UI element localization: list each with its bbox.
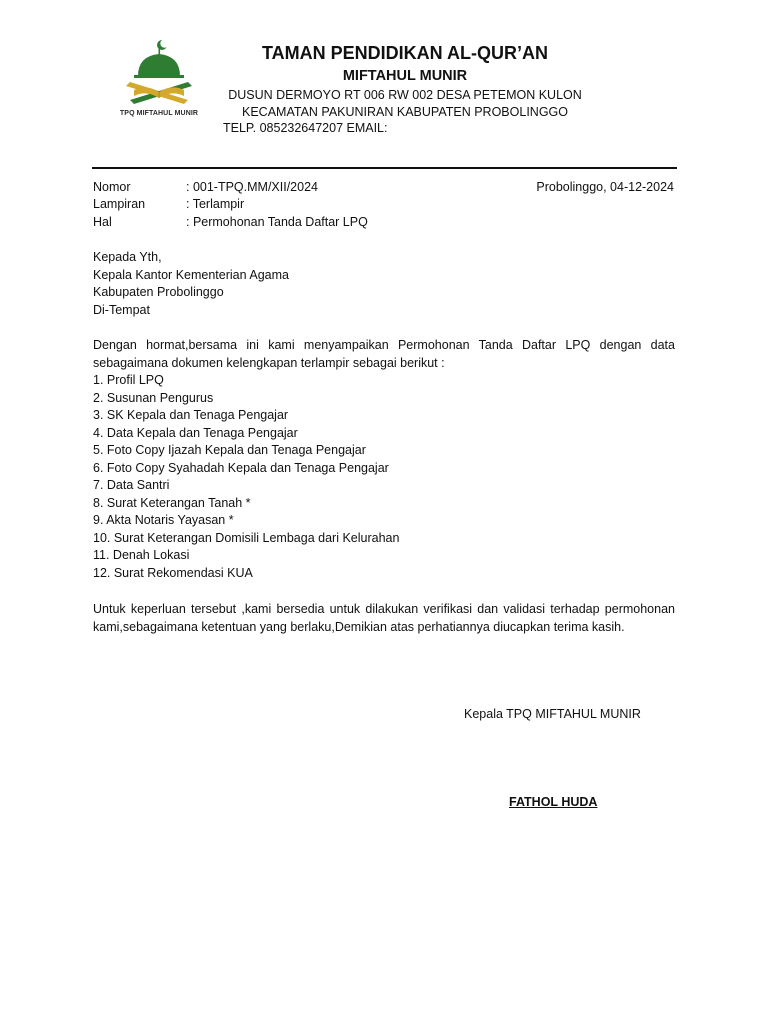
- lampiran-value: : Terlampir: [186, 197, 245, 211]
- lampiran-label: Lampiran: [93, 197, 146, 211]
- list-item: 1. Profil LPQ: [93, 373, 164, 387]
- intro-paragraph: Dengan hormat,bersama ini kami menyampaikan Permohonan Tanda Daftar LPQ dengan data sebagaimana dokumen kelengkapan terlampir sebagai berikut :: [93, 338, 675, 370]
- list-item: 5. Foto Copy Ijazah Kepala dan Tenaga Pengajar: [93, 443, 366, 457]
- nomor-label: Nomor: [93, 180, 131, 194]
- recipient-line: Kepala Kantor Kementerian Agama: [93, 267, 289, 282]
- hal-value: : Permohonan Tanda Daftar LPQ: [186, 215, 368, 229]
- address-line-2: KECAMATAN PAKUNIRAN KABUPATEN PROBOLINGGO: [242, 105, 568, 119]
- header-divider: [92, 167, 677, 169]
- list-item: 2. Susunan Pengurus: [93, 390, 214, 405]
- hal-label: Hal: [93, 215, 112, 229]
- list-item: 4. Data Kepala dan Tenaga Pengajar: [93, 425, 298, 440]
- signature-title: Kepala TPQ MIFTAHUL MUNIR: [464, 707, 641, 721]
- list-item: 7. Data Santri: [93, 478, 170, 492]
- logo-text: TPQ MIFTAHUL MUNIR: [119, 110, 199, 117]
- institution-title: TAMAN PENDIDIKAN AL-QUR’AN: [262, 43, 548, 63]
- list-item: 11. Denah Lokasi: [93, 548, 190, 562]
- contact-line: TELP. 085232647207 EMAIL:: [223, 121, 388, 135]
- mosque-quran-icon: [100, 38, 218, 116]
- list-item: 8. Surat Keterangan Tanah *: [93, 495, 251, 510]
- list-item: 6. Foto Copy Syahadah Kepala dan Tenaga Pengajar: [93, 460, 389, 475]
- list-item: 10. Surat Keterangan Domisili Lembaga dari Kelurahan: [93, 530, 400, 545]
- closing-paragraph: Untuk keperluan tersebut ,kami bersedia untuk dilakukan verifikasi dan validasi terhadap permohonan kami,sebagaimana ketentuan yang berlaku,Demikian atas perhatiannya diucapkan terima kasih.: [93, 602, 675, 634]
- attachment-list: [93, 372, 675, 582]
- recipient-line: Kepada Yth,: [93, 250, 162, 264]
- list-item: 3. SK Kepala dan Tenaga Pengajar: [93, 408, 289, 422]
- letter-date: Probolinggo, 04-12-2024: [536, 180, 674, 194]
- institution-subtitle: MIFTAHUL MUNIR: [342, 68, 468, 84]
- list-item: 9. Akta Notaris Yayasan *: [93, 513, 234, 527]
- tpq-logo: [100, 38, 218, 130]
- list-item: 12. Surat Rekomendasi KUA: [93, 565, 253, 580]
- address-line-1: DUSUN DERMOYO RT 006 RW 002 DESA PETEMON KULON: [228, 88, 582, 102]
- nomor-value: : 001-TPQ.MM/XII/2024: [186, 180, 318, 194]
- recipient-block: [93, 249, 675, 319]
- recipient-line: Di-Tempat: [93, 302, 150, 317]
- recipient-line: Kabupaten Probolinggo: [93, 285, 224, 299]
- signature-name: FATHOL HUDA: [509, 795, 598, 809]
